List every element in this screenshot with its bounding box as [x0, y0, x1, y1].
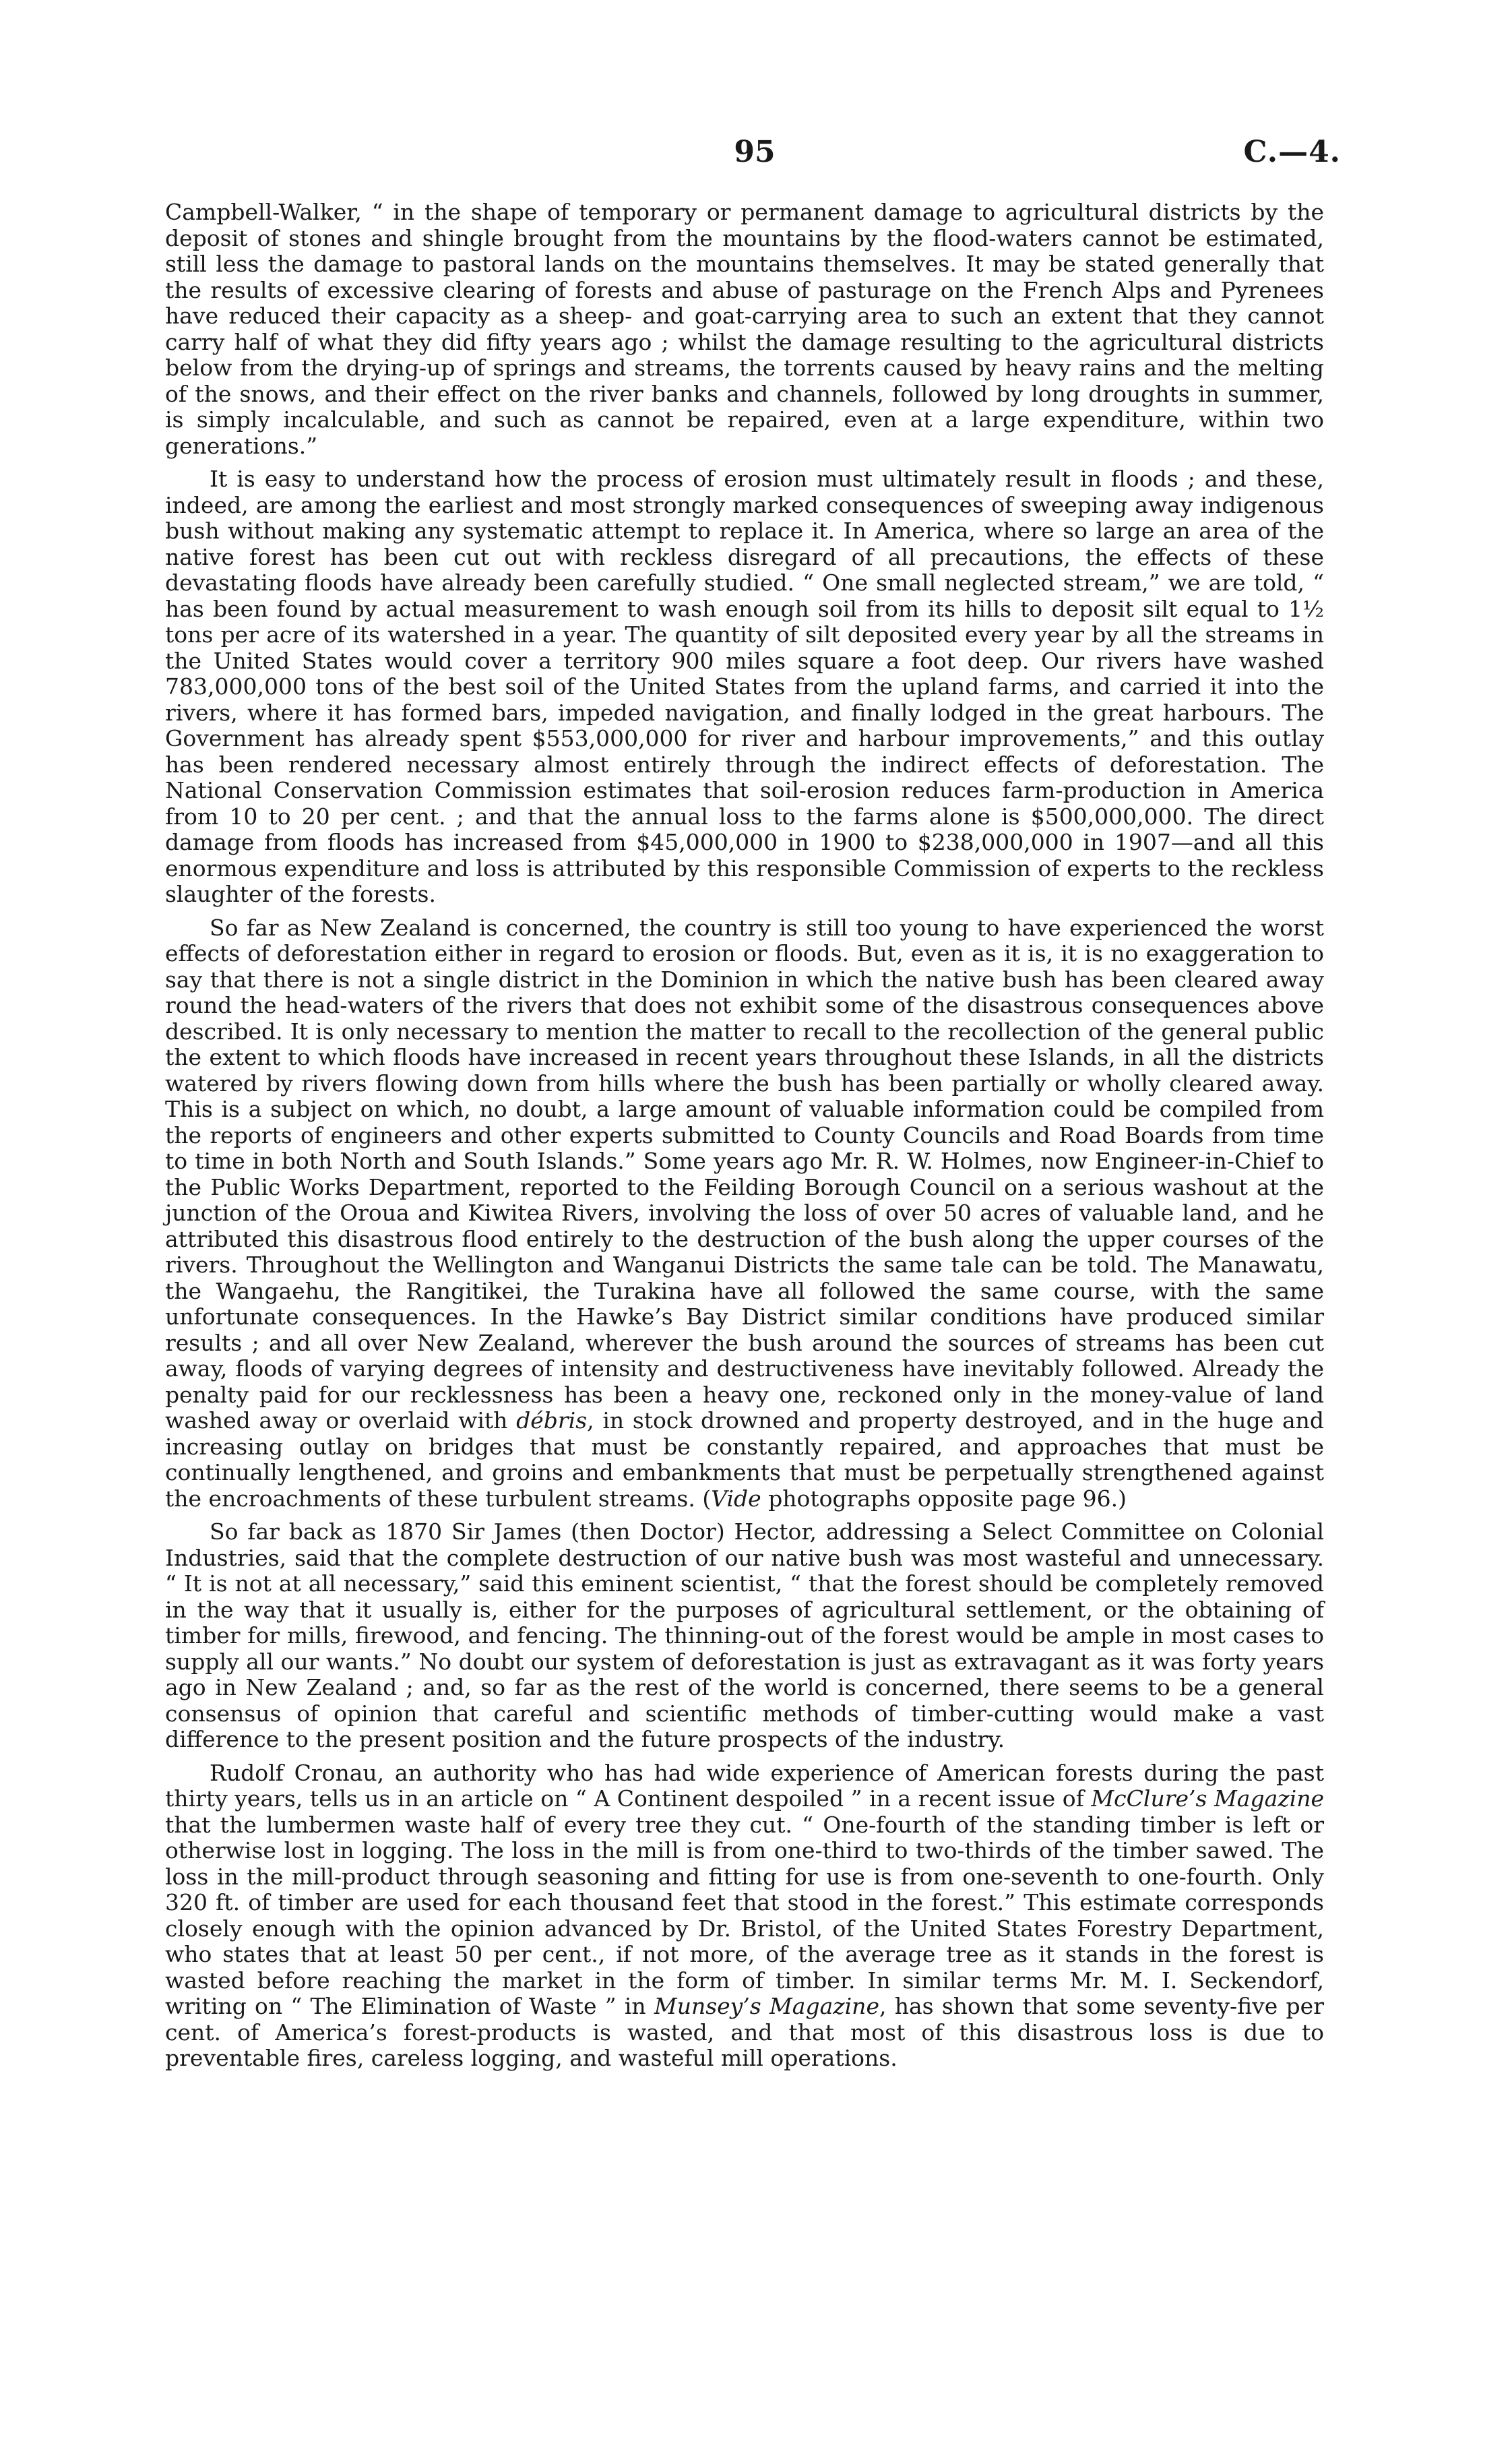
paragraph-3-text-c: photographs opposite page 96.)	[761, 1485, 1127, 1512]
paragraph-3-text-a: So far as New Zealand is concerned, the country is still too young to have experienced the worst effects of deforestation either in regard to erosion or floods. But, even as it is, it is no exaggeration to say that there is not a single district in the Dominion in which the native bush has been cleared away round the head-waters of the rivers that does not exhibit some of the disastrous consequences above described. It is only necessary to mention the matter to recall to the recollection of the general public the extent to which floods have increased in recent years throughout these Islands, in all the districts watered by rivers flowing down from hills where the bush has been partially or wholly cleared away. This is a subject on which, no doubt, a large amount of valuable information could be compiled from the reports of engineers and other experts submitted to County Councils and Road Boards from time to time in both North and South Islands.” Some years ago Mr. R. W. Holmes, now Engineer-in-Chief to the Public Works Department, reported to the Feilding Borough Council on a serious washout at the junction of the Oroua and Kiwitea Rivers, involving the loss of over 50 acres of valuable land, and he attributed this disastrous flood entirely to the destruction of the bush along the upper courses of the rivers. Throughout the Wellington and Wanganui Districts the same tale can be told. The Manawatu, the Wangaehu, the Rangitikei, the Turakina have all followed the same course, with the same unfortunate consequences. In the Hawke’s Bay District similar conditions have produced similar results ; and all over New Zealand, wherever the bush around the sources of streams has been cut away, floods of varying degrees of intensity and destructiveness have inevitably followed. Already the penalty paid for our recklessness has been a heavy one, reckoned only in the money-value of land washed away or overlaid with	[165, 914, 1324, 1434]
paragraph-3	[165, 915, 1324, 1512]
paragraph-5-text-a: Rudolf Cronau, an authority who has had wide experience of American forests during the past thirty years, tells us in an article on “ A Continent despoiled ” in a recent issue of	[165, 1759, 1324, 1812]
paragraph-3-italic-debris: débris	[516, 1407, 588, 1434]
paragraph-3-italic-vide: Vide	[711, 1485, 761, 1512]
document-reference: C.—4.	[1243, 135, 1341, 169]
paragraph-3-text-b: , in stock drowned and property destroyed, and in the huge and increasing outlay on bridges that must be constantly repaired, and approaches that must be continually lengthened, and groins and embankments that must be perpetually strengthened against the encroachments of these turbulent streams. (	[165, 1407, 1324, 1512]
paragraph-5	[165, 1760, 1324, 2072]
paragraph-5-italic-mcclures: McClure’s Magazine	[1091, 1785, 1324, 1812]
paragraph-5-text-b: that the lumbermen waste half of every tree they cut. “ One-fourth of the standing timber is left or otherwise lost in logging. The loss in the mill is from one-third to two-thirds of the timber sawed. The loss in the mill-product through seasoning and fitting for use is from one-seventh to one-fourth. Only 320 ft. of timber are used for each thousand feet that stood in the forest.” This estimate corresponds closely enough with the opinion advanced by Dr. Bristol, of the United States Forestry Department, who states that at least 50 per cent., if not more, of the average tree as it stands in the forest is wasted before reaching the market in the form of timber. In similar terms Mr. M. I. Seckendorf, writing on “ The Elimination of Waste ” in	[165, 1811, 1324, 2019]
paragraph-2: It is easy to understand how the process of erosion must ultimately result in floods ; and these, indeed, are among the earliest and most strongly marked consequences of sweeping away indigenous bush without making any systematic attempt to replace it. In America, where so large an area of the native forest has been cut out with reckless disregard of all precautions, the effects of these devastating floods have already been carefully studied. “ One small neglected stream,” we are told, “ has been found by actual measurement to wash enough soil from its hills to deposit silt equal to 1½ tons per acre of its watershed in a year. The quantity of silt deposited every year by all the streams in the United States would cover a territory 900 miles square a foot deep. Our rivers have washed 783,000,000 tons of the best soil of the United States from the upland farms, and carried it into the rivers, where it has formed bars, impeded navigation, and finally lodged in the great harbours. The Government has already spent $553,000,000 for river and harbour improvements,” and this outlay has been rendered necessary almost entirely through the indirect effects of deforestation. The National Conservation Commission estimates that soil-erosion reduces farm-production in America from 10 to 20 per cent. ; and that the annual loss to the farms alone is $500,000,000. The direct damage from floods has increased from $45,000,000 in 1900 to $238,000,000 in 1907—and all this enormous expenditure and loss is attributed by this responsible Commission of experts to the reckless slaughter of the forests.	[165, 466, 1324, 907]
paragraph-1: Campbell-Walker, “ in the shape of temporary or permanent damage to agricultural districts by the deposit of stones and shingle brought from the mountains by the flood-waters cannot be estimated, still less the damage to pastoral lands on the mountains themselves. It may be stated generally that the results of excessive clearing of forests and abuse of pasturage on the French Alps and Pyrenees have reduced their capacity as a sheep- and goat-carrying area to such an extent that they cannot carry half of what they did fifty years ago ; whilst the damage resulting to the agricultural districts below from the drying-up of springs and streams, the torrents caused by heavy rains and the melting of the snows, and their effect on the river banks and channels, followed by long droughts in summer, is simply incalculable, and such as cannot be repaired, even at a large expenditure, within two generations.”	[165, 199, 1324, 459]
paragraph-5-italic-munseys: Munsey’s Magazine	[654, 1993, 879, 2019]
body-text	[165, 199, 1324, 2079]
page-number: 95	[734, 135, 776, 169]
paragraph-4: So far back as 1870 Sir James (then Doctor) Hector, addressing a Select Committee on Colonial Industries, said that the complete destruction of our native bush was most wasteful and unnecessary. “ It is not at all necessary,” said this eminent scientist, “ that the forest should be completely removed in the way that it usually is, either for the purposes of agricultural settlement, or the obtaining of timber for mills, firewood, and fencing. The thinning-out of the forest would be ample in most cases to supply all our wants.” No doubt our system of deforestation is just as extravagant as it was forty years ago in New Zealand ; and, so far as the rest of the world is concerned, there seems to be a general consensus of opinion that careful and scientific methods of timber-cutting would make a vast difference to the present position and the future prospects of the industry.	[165, 1518, 1324, 1752]
paragraph-5-text-c: , has shown that some seventy-five per cent. of America’s forest-products is wasted, and that most of this disastrous loss is due to preventable fires, careless logging, and wasteful mill operations.	[165, 1993, 1324, 2071]
